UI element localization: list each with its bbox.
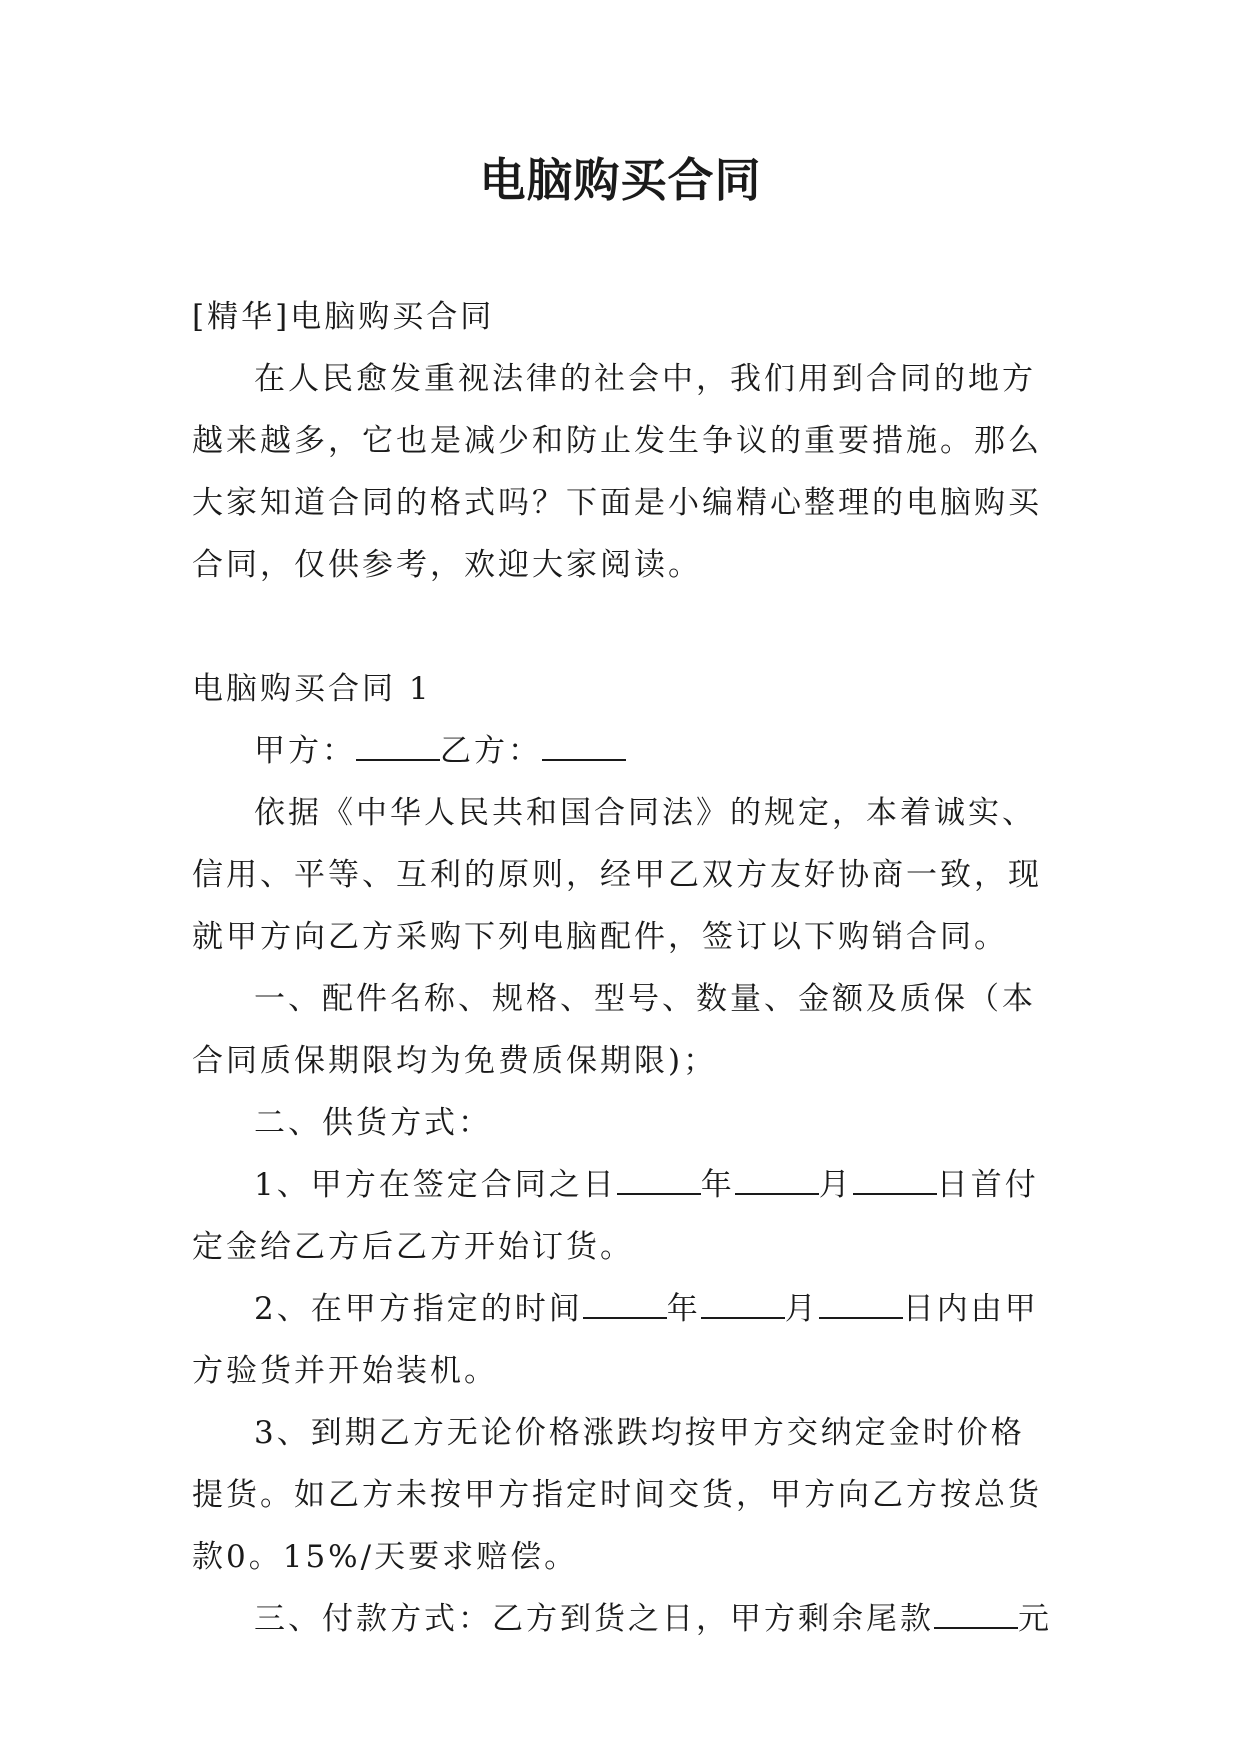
document-body	[192, 286, 1054, 1650]
parties-line	[192, 720, 1054, 782]
item-1-month: 月	[818, 1167, 853, 1203]
item-2-pre: 2、在甲方指定的时间	[254, 1291, 583, 1327]
intro-paragraph: 在人民愈发重视法律的社会中，我们用到合同的地方越来越多，它也是减少和防止发生争议的重要措施。那么大家知道合同的格式吗？下面是小编精心整理的电脑购买合同，仅供参考，欢迎大家阅读。	[192, 361, 1042, 583]
paragraph-gap	[192, 596, 1054, 658]
document-subtitle: [精华]电脑购买合同	[192, 299, 495, 335]
item-2-year-blank	[583, 1293, 667, 1319]
item-2-month: 月	[784, 1291, 819, 1327]
item-2	[192, 1278, 1054, 1402]
clause-3-pre: 三、付款方式：乙方到货之日，甲方剩余尾款	[254, 1601, 934, 1637]
item-3: 3、到期乙方无论价格涨跌均按甲方交纳定金时价格提货。如乙方未按甲方指定时间交货，甲方向乙方按总货款0。15%/天要求赔偿。	[192, 1415, 1042, 1575]
item-1-pre: 1、甲方在签定合同之日	[254, 1167, 617, 1203]
item-1	[192, 1154, 1054, 1278]
clause-1: 一、配件名称、规格、型号、数量、金额及质保（本合同质保期限均为免费质保期限)；	[192, 981, 1036, 1079]
party-a-label: 甲方：	[254, 733, 356, 769]
item-1-post: 日首付定金给乙方后乙方开始订货。	[192, 1167, 1039, 1265]
item-2-month-blank	[701, 1293, 785, 1319]
item-1-month-blank	[735, 1169, 819, 1195]
item-2-day-blank	[819, 1293, 903, 1319]
section-heading: 电脑购买合同 1	[192, 671, 432, 707]
clause-3-amount-blank	[934, 1603, 1018, 1629]
clause-2: 二、供货方式：	[254, 1105, 492, 1141]
clause-3-post: 元	[1018, 1601, 1052, 1637]
page-title: 电脑购买合同	[479, 153, 762, 207]
item-1-year: 年	[700, 1167, 735, 1203]
basis-paragraph: 依据《中华人民共和国合同法》的规定，本着诚实、信用、平等、互利的原则，经甲乙双方友好协商一致，现就甲方向乙方采购下列电脑配件，签订以下购销合同。	[192, 795, 1042, 955]
party-a-blank	[356, 735, 440, 761]
clause-3	[192, 1588, 1054, 1650]
party-b-blank	[542, 735, 626, 761]
item-1-year-blank	[617, 1169, 701, 1195]
item-2-post: 日内由甲方验货并开始装机。	[192, 1291, 1039, 1389]
item-2-year: 年	[666, 1291, 701, 1327]
party-b-label: 乙方：	[440, 733, 542, 769]
item-1-day-blank	[853, 1169, 937, 1195]
